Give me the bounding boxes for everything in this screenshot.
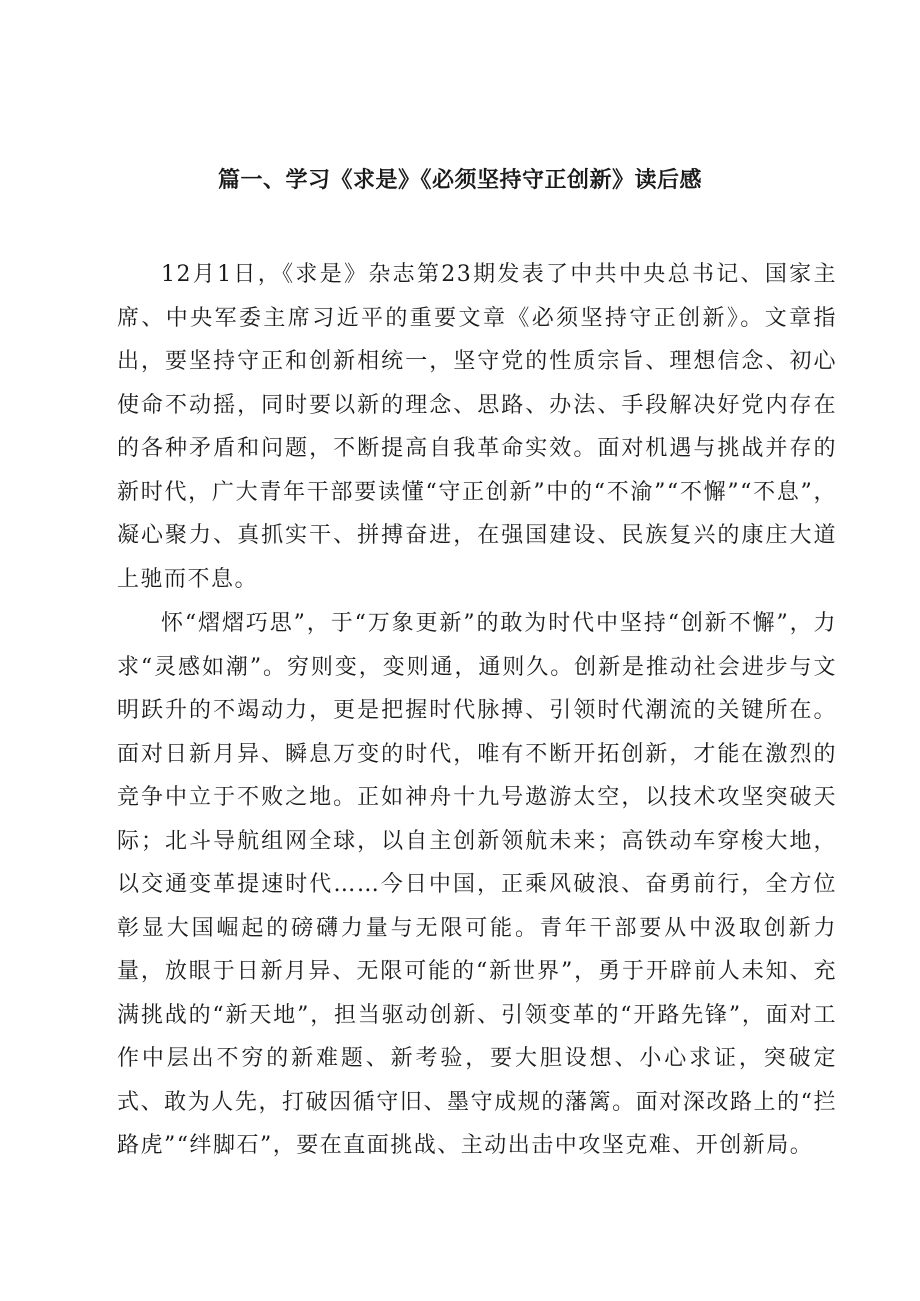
paragraph-1: 12月1日，《求是》杂志第23期发表了中共中央总书记、国家主席、中央军委主席习近平的重要文章《必须坚持守正创新》。文章指出，要坚持守正和创新相统一，坚守党的性质宗旨、理想信念、初心使命不动摇，同时要以新的理念、思路、办法、手段解决好党内存在的各种矛盾和问题，不断提高自我革命实效。面对机遇与挑战并存的新时代，广大青年干部要读懂“守正创新”中的“不渝”“不懈”“不息”，凝心聚力、真抓实干、拼搏奋进，在强国建设、民族复兴的康庄大道上驰而不息。 xyxy=(117,262,837,592)
document-title: 篇一、学习《求是》《必须坚持守正创新》读后感 xyxy=(217,168,702,193)
paragraph-2: 怀“熠熠巧思”，于“万象更新”的敢为时代中坚持“创新不懈”，力求“灵感如潮”。穷则变，变则通，通则久。创新是推动社会进步与文明跃升的不竭动力，更是把握时代脉搏、引领时代潮流的关键所在。面对日新月异、瞬息万变的时代，唯有不断开拓创新，才能在激烈的竞争中立于不败之地。正如神舟十九号遨游太空，以技术攻坚突破天际；北斗导航组网全球，以自主创新领航未来；高铁动车穿梭大地，以交通变革提速时代……今日中国，正乘风破浪、奋勇前行，全方位彰显大国崛起的磅礴力量与无限可能。青年干部要从中汲取创新力量，放眼于日新月异、无限可能的“新世界”，勇于开辟前人未知、充满挑战的“新天地”，担当驱动创新、引领变革的“开路先锋”，面对工作中层出不穷的新难题、新考验，要大胆设想、小心求证，突破定式、敢为人先，打破因循守旧、墨守成规的藩篱。面对深改路上的“拦路虎”“绊脚石”，要在直面挑战、主动出击中攻坚克难、开创新局。 xyxy=(117,611,837,1158)
